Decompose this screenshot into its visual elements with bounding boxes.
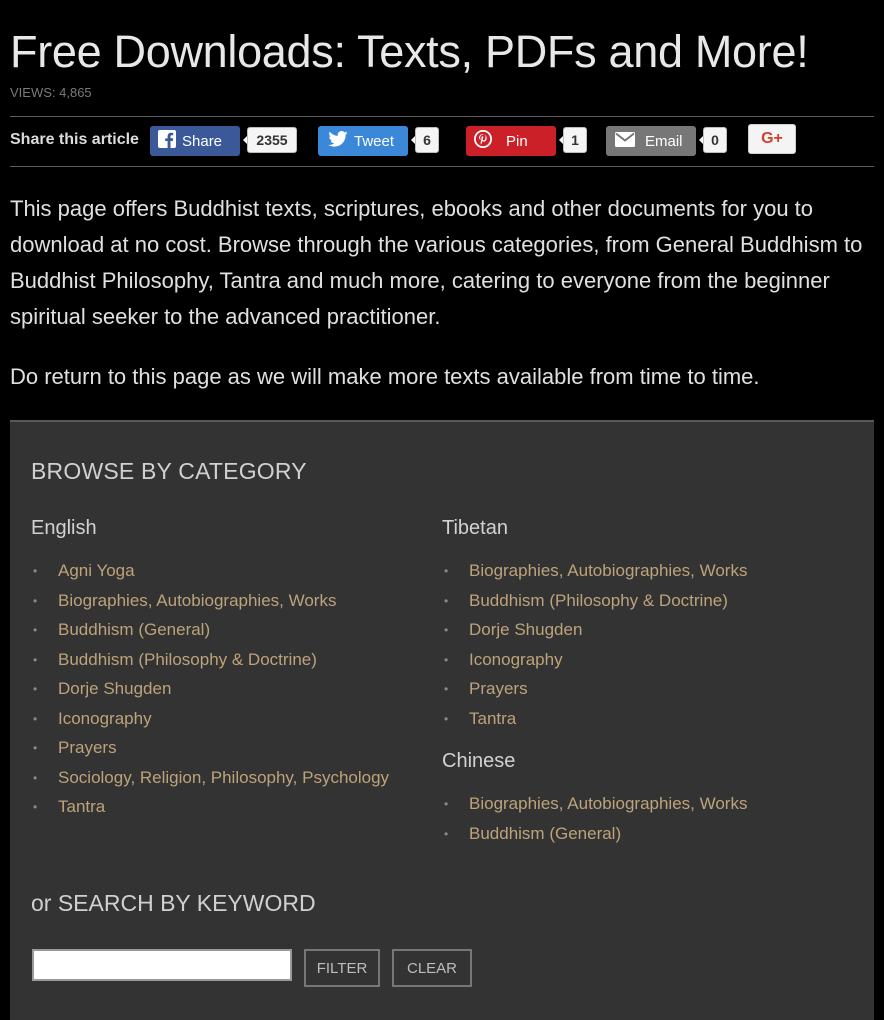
category-link[interactable]: • Buddhism (General) <box>31 619 421 649</box>
twitter-tweet-button[interactable] <box>318 126 408 156</box>
category-link[interactable]: • Tantra <box>31 796 421 826</box>
tibetan-chinese-column <box>442 516 832 852</box>
facebook-share-label: Share <box>182 132 223 150</box>
category-link[interactable]: • Dorje Shugden <box>442 619 832 649</box>
chinese-heading: Chinese <box>442 750 516 772</box>
divider-bottom <box>10 166 874 167</box>
browse-panel <box>10 420 874 1020</box>
tibetan-category-list <box>442 560 832 737</box>
category-link[interactable]: • Tantra <box>442 708 832 738</box>
twitter-bird-icon <box>328 131 348 151</box>
clear-button[interactable]: CLEAR <box>392 949 472 987</box>
twitter-tweet-count: 6 <box>415 127 439 153</box>
page-title: Free Downloads: Texts, PDFs and More! <box>10 26 809 77</box>
google-plus-icon: G+ <box>761 130 783 147</box>
envelope-icon <box>615 132 635 151</box>
category-link[interactable]: • Buddhism (General) <box>442 823 832 853</box>
email-share-button[interactable] <box>606 126 696 156</box>
category-link[interactable]: • Prayers <box>442 678 832 708</box>
chinese-category-list <box>442 793 832 852</box>
facebook-share-button[interactable] <box>150 126 240 156</box>
tibetan-heading: Tibetan <box>442 517 508 539</box>
facebook-icon <box>158 130 176 152</box>
twitter-tweet-label: Tweet <box>354 132 395 150</box>
pinterest-icon <box>474 130 492 152</box>
email-share-count: 0 <box>703 127 727 153</box>
browse-heading: BROWSE BY CATEGORY <box>31 458 307 484</box>
category-link[interactable]: • Buddhism (Philosophy & Doctrine) <box>442 590 832 620</box>
return-note: Do return to this page as we will make more texts available from time to time. <box>10 364 760 389</box>
share-label: Share this article <box>10 131 139 148</box>
google-plus-button[interactable] <box>748 124 796 154</box>
search-heading-text: SEARCH BY KEYWORD <box>57 890 316 916</box>
category-link[interactable]: • Biographies, Autobiographies, Works <box>442 560 832 590</box>
category-link[interactable]: • Biographies, Autobiographies, Works <box>442 793 832 823</box>
pinterest-pin-button[interactable] <box>466 126 556 156</box>
category-link[interactable]: • Agni Yoga <box>31 560 421 590</box>
keyword-search-input[interactable] <box>32 949 292 981</box>
category-link[interactable]: • Iconography <box>31 708 421 738</box>
pinterest-pin-label: Pin <box>506 132 528 150</box>
category-link[interactable]: • Prayers <box>31 737 421 767</box>
english-heading: English <box>31 517 97 539</box>
view-count: VIEWS: 4,865 <box>10 85 92 100</box>
filter-button[interactable]: FILTER <box>304 949 380 987</box>
share-bar <box>10 124 874 158</box>
facebook-share-count: 2355 <box>247 127 297 153</box>
search-heading <box>31 890 316 917</box>
category-link[interactable]: • Dorje Shugden <box>31 678 421 708</box>
email-share-label: Email <box>645 132 683 150</box>
intro-paragraph: This page offers Buddhist texts, scriptures, ebooks and other documents for you to download at no cost. Browse through the various categories, from General Buddhism to Buddhist Philosophy, Tantra and much more, catering to everyone from the beginner spiritual seeker to the advanced practitioner. <box>10 196 863 329</box>
divider-top <box>10 116 874 117</box>
english-column <box>31 516 421 826</box>
pinterest-pin-count: 1 <box>563 127 587 153</box>
english-category-list <box>31 560 421 826</box>
category-link[interactable]: • Biographies, Autobiographies, Works <box>31 590 421 620</box>
category-link[interactable]: • Buddhism (Philosophy & Doctrine) <box>31 649 421 679</box>
category-link[interactable]: • Iconography <box>442 649 832 679</box>
search-or-text: or <box>31 890 52 916</box>
category-link[interactable]: • Sociology, Religion, Philosophy, Psychology <box>31 767 421 797</box>
